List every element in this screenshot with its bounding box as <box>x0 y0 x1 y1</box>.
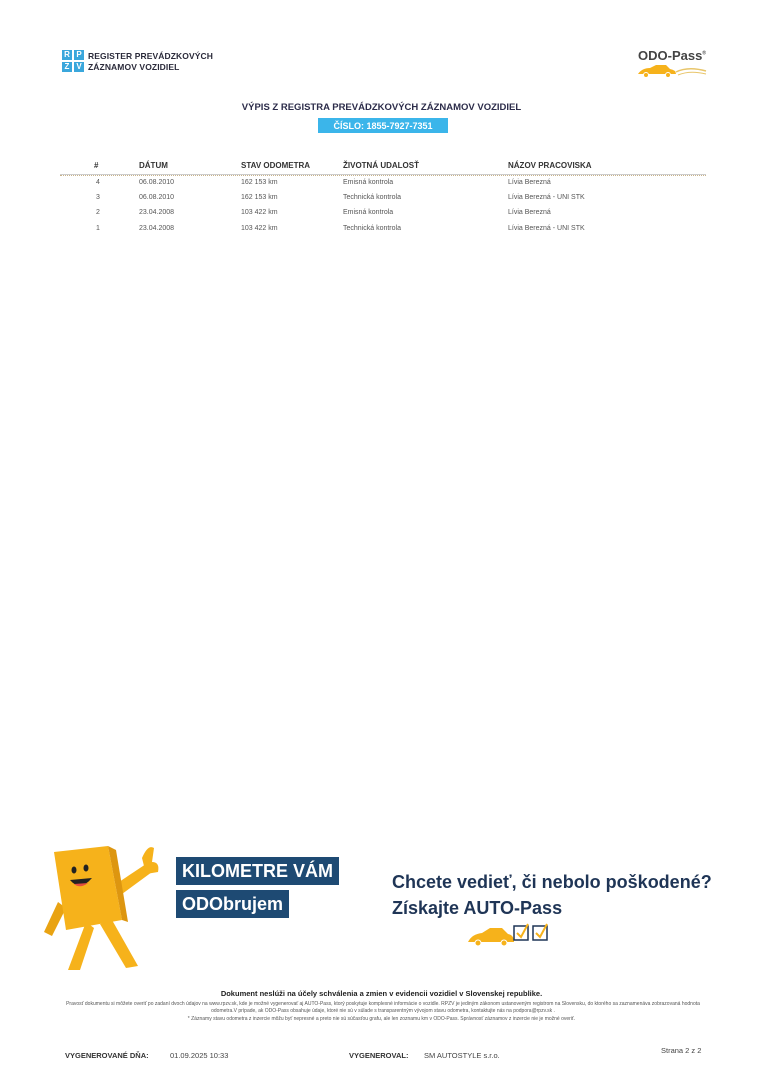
document-number-badge: ČÍSLO: 1855-7927-7351 <box>318 118 448 133</box>
promo-answer <box>392 898 562 919</box>
rpzv-logo-mark <box>62 50 84 72</box>
cell-date: 23.04.2008 <box>139 225 175 232</box>
rpzv-line2: ZÁZNAMOV VOZIDIEL <box>88 62 180 72</box>
rpzv-line1: REGISTER PREVÁDZKOVÝCH <box>88 51 213 61</box>
col-header-date: DÁTUM <box>139 161 168 170</box>
footer-info: Pravosť dokumentu si môžete overiť po zadaní dvoch údajov na www.rpzv.sk, kde je možné vygenerovať aj AUTO-Pass, ktorý poskytuje komplexné informácie o vozidle. RPZV je jediným zákonom ustanoveným registrom na Slovensku, do ktorého sa zaznamenáva zobrazovaná hodnota odometra.V prípade, ak ODO-Pass obsahuje údaje, ktoré nie sú v súlade s transparentným vývojom stavu odometra, kontaktujte nás na podpora@rpzv.sk . <box>66 1001 700 1014</box>
generated-date-value: 01.09.2025 10:33 <box>170 1051 229 1060</box>
odo-pass-logo-text: ODO-Pass <box>638 48 703 63</box>
cell-odometer: 162 153 km <box>241 179 278 186</box>
cell-event: Emisná kontrola <box>343 179 394 186</box>
promo-answer-brand: AUTO-Pass <box>463 898 563 918</box>
cell-date: 06.08.2010 <box>139 179 175 186</box>
rpzv-letter: R <box>62 50 72 60</box>
cell-index: 1 <box>96 225 100 232</box>
promo-question: Chcete vedieť, či nebolo poškodené? <box>392 872 712 892</box>
generated-date-label: VYGENEROVANÉ DŇA: <box>65 1051 149 1060</box>
rpzv-letter: V <box>74 62 84 72</box>
cell-odometer: 103 422 km <box>241 209 278 216</box>
promo-answer-prefix: Získajte <box>392 898 464 918</box>
document-title: VÝPIS Z REGISTRA PREVÁDZKOVÝCH ZÁZNAMOV VOZIDIEL <box>241 102 522 113</box>
page-number: Strana 2 z 2 <box>661 1046 702 1055</box>
rpzv-logo-text <box>88 51 213 73</box>
cell-event: Emisná kontrola <box>343 209 394 216</box>
promo-banner-odobrujem: ODObrujem <box>176 890 289 918</box>
cell-index: 4 <box>96 179 100 186</box>
cell-index: 2 <box>96 209 100 216</box>
odo-car-icon <box>636 62 708 78</box>
cell-event: Technická kontrola <box>343 225 401 232</box>
registered-mark: ® <box>702 50 706 57</box>
col-header-event: ŽIVOTNÁ UDALOSŤ <box>343 161 419 170</box>
table-header-dotted-rule <box>60 175 706 177</box>
cell-date: 23.04.2008 <box>139 209 175 216</box>
rpzv-letter: P <box>74 50 84 60</box>
auto-pass-car-checkbox-icon <box>466 922 550 948</box>
footer-disclaimer: Dokument neslúži na účely schválenia a zmien v evidencii vozidiel v Slovenskej republike. <box>220 989 543 998</box>
generated-by-value: SM AUTOSTYLE s.r.o. <box>424 1051 500 1060</box>
odo-pass-logo <box>638 48 706 63</box>
promo-banner-kilometre: KILOMETRE VÁM <box>176 857 339 885</box>
footer-note: * Záznamy stavu odometra z inzercie môžu byť nepresné a preto nie sú súčasťou grafu, ale len zoznamu km v ODO-Pass. Správnosť záznamov z inzercie nie je možné overiť. <box>187 1016 576 1022</box>
cell-workplace: Lívia Berezná <box>508 179 551 186</box>
col-header-odometer: STAV ODOMETRA <box>241 161 311 170</box>
generated-by-label: VYGENEROVAL: <box>349 1051 409 1060</box>
odometer-mascot-icon <box>38 842 166 972</box>
rpzv-letter: Z <box>62 62 72 72</box>
col-header-workplace: NÁZOV PRACOVISKA <box>508 161 592 170</box>
col-header-index: # <box>94 161 99 170</box>
cell-workplace: Lívia Berezná - UNI STK <box>508 194 585 201</box>
cell-odometer: 162 153 km <box>241 194 278 201</box>
cell-odometer: 103 422 km <box>241 225 278 232</box>
cell-event: Technická kontrola <box>343 194 401 201</box>
cell-date: 06.08.2010 <box>139 194 175 201</box>
cell-workplace: Lívia Berezná <box>508 209 551 216</box>
cell-index: 3 <box>96 194 100 201</box>
cell-workplace: Lívia Berezná - UNI STK <box>508 225 585 232</box>
